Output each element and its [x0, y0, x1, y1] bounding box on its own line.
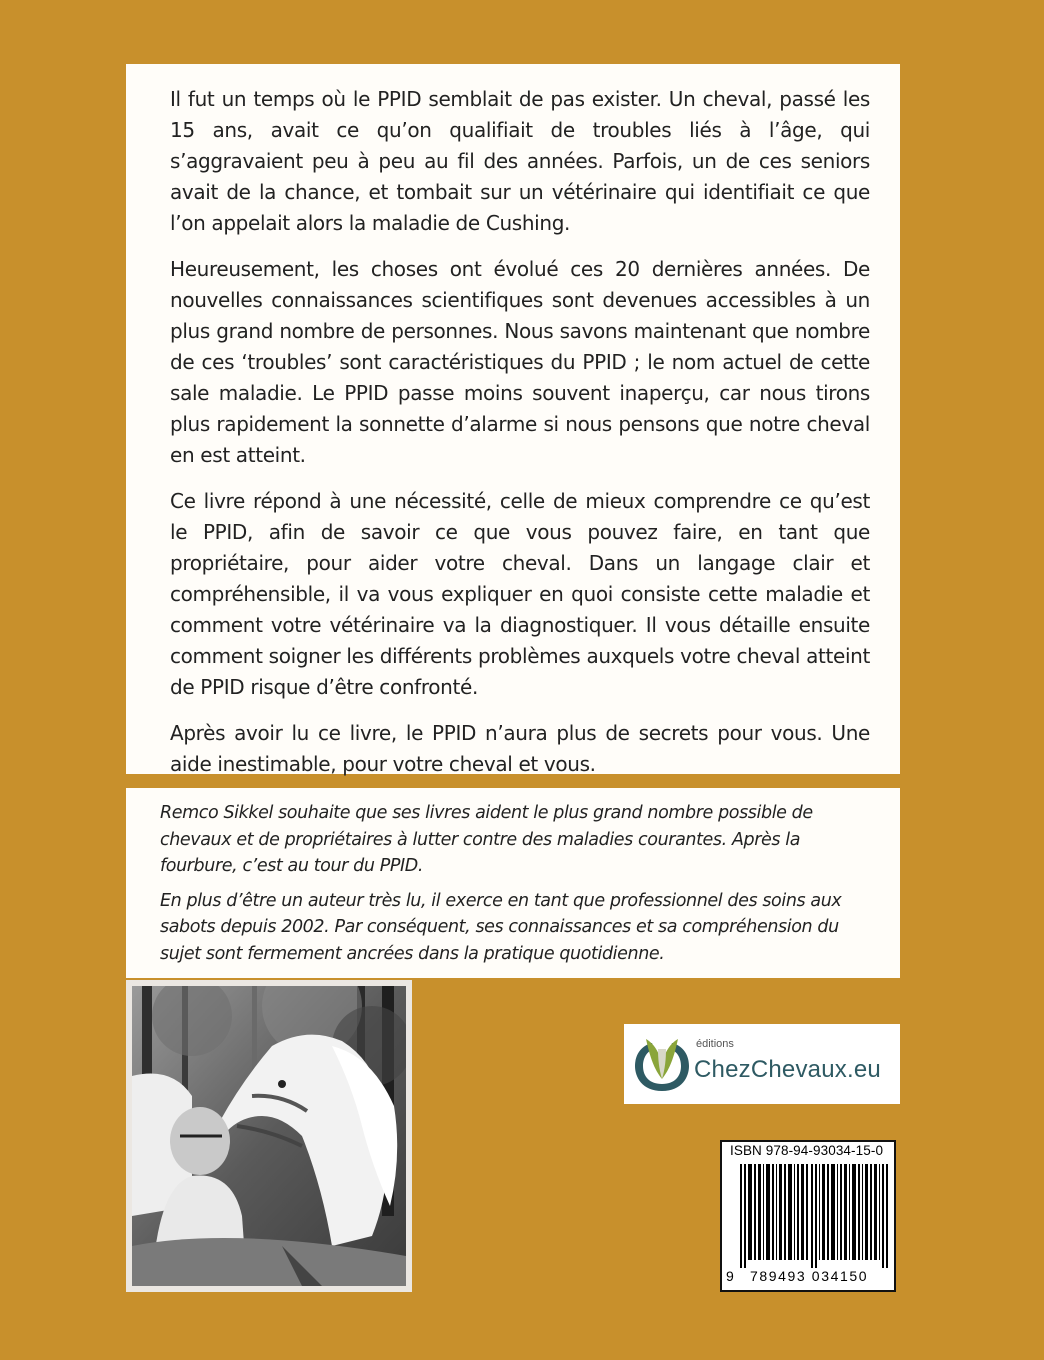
isbn-digit-first: 9 — [726, 1268, 734, 1284]
description-paragraph-2: Heureusement, les choses ont évolué ces 20 dernières années. De nouvelles connaissances scientifiques sont devenues accessibles à un plus grand nombre de personnes. Nous savons maintenant que nombre de ces ‘troubles’ sont caractéristiques du PPID ; le nom actuel de cette sale maladie. Le PPID passe moins souvent inaperçu, car nous tirons plus rapidement la sonnette d’alarme si nous pensons que notre cheval en est atteint. — [170, 257, 870, 467]
author-bio-panel — [126, 788, 900, 978]
isbn-label: ISBN 978-94-93034-15-0 — [730, 1143, 884, 1158]
author-photo — [126, 980, 412, 1292]
author-bio-paragraph-2: En plus d’être un auteur très lu, il exerce en tant que professionnel des soins aux sabots depuis 2002. Par conséquent, ses connaissances et sa compréhension du sujet sont fermement ancrées dans la pratique quotidienne. — [160, 890, 842, 964]
horseshoe-leaf-logo-icon — [632, 1033, 692, 1095]
barcode-icon — [740, 1164, 890, 1268]
description-paragraph-1: Il fut un temps où le PPID semblait de pas exister. Un cheval, passé les 15 ans, avait ce qu’on qualifiait de troubles liés à l’âge, qui s’aggravaient peu à peu au fil des années. Parfois, un de ces seniors avait de la chance, et tombait sur un vétérinaire qui identifiait ce que l’on appelait alors la maladie de Cushing. — [170, 87, 870, 235]
description-paragraph-4: Après avoir lu ce livre, le PPID n’aura plus de secrets pour vous. Une aide inestimable, pour votre cheval et vous. — [170, 721, 870, 776]
isbn-digits-rest: 789493 034150 — [750, 1268, 869, 1284]
publisher-small-label: éditions — [696, 1038, 734, 1050]
isbn-barcode-box — [720, 1140, 896, 1292]
publisher-name: ChezChevaux.eu — [694, 1056, 881, 1083]
description-panel — [126, 64, 900, 774]
publisher-logo — [624, 1024, 900, 1104]
author-with-horse-image — [132, 986, 406, 1286]
description-paragraph-3: Ce livre répond à une nécessité, celle de mieux comprendre ce qu’est le PPID, afin de savoir ce que vous pouvez faire, en tant que propriétaire, pour aider votre cheval. Dans un langage clair et compréhensible, il va vous expliquer en quoi consiste cette maladie et comment votre vétérinaire va la diagnostiquer. Il vous détaille ensuite comment soigner les différents problèmes auxquels votre cheval atteint de PPID risque d’être confronté. — [170, 489, 870, 699]
author-bio-paragraph-1: Remco Sikkel souhaite que ses livres aident le plus grand nombre possible de chevaux et de propriétaires à lutter contre des maladies courantes. Après la fourbure, c’est au tour du PPID. — [160, 803, 813, 876]
